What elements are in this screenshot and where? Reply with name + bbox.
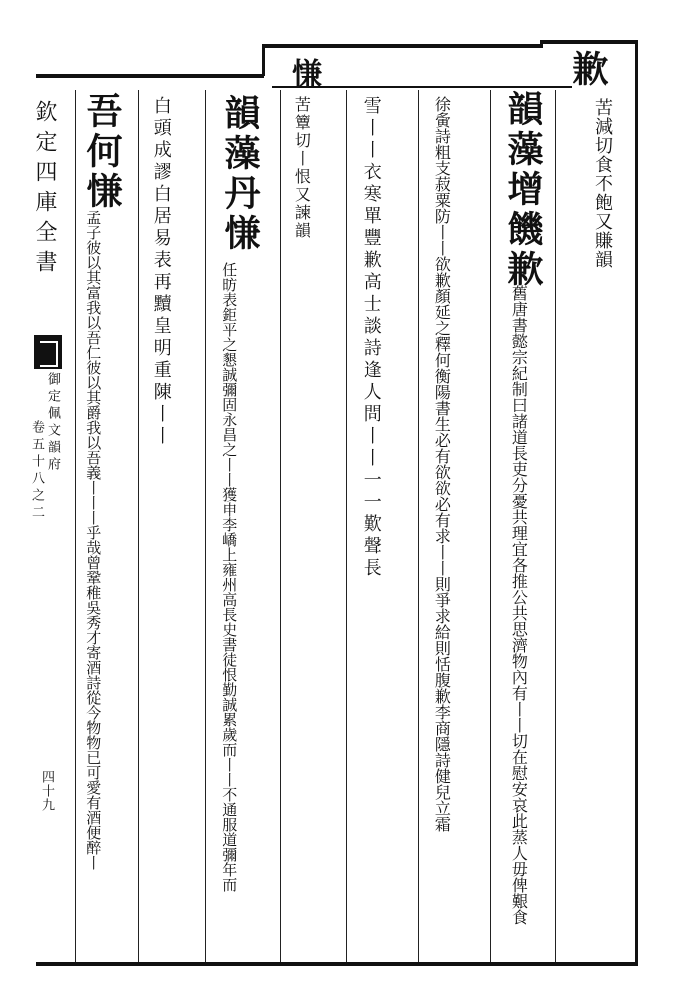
- book-title: 欽定四庫全書: [32, 100, 57, 280]
- page-number: 四十九: [39, 770, 54, 812]
- entry-text: 苦簟切丨恨又諫韻: [292, 96, 312, 240]
- entry-head-char: 慊: [286, 58, 321, 90]
- entry-text: 孟子彼以其富我以吾仁彼以其爵我以吾義丨丨丨乎哉曾鞏稚吳秀才寄酒詩從今物物已可愛有酒便醉丨: [84, 210, 103, 870]
- frame-bottom-border: [36, 962, 638, 966]
- header-rule-mid: [262, 44, 542, 48]
- fishtail-mark-icon: [34, 335, 62, 369]
- entry-text: 舊唐書懿宗紀制曰諸道長吏分憂共理宜各推公共思濟物內有丨丨切在慰安哀此蒸人毋俾艱食: [509, 285, 529, 925]
- header-rule-right: [540, 40, 638, 44]
- entry-text: 苦減切食不飽又賺韻: [592, 98, 613, 269]
- separator: [346, 90, 347, 962]
- separator: [138, 90, 139, 962]
- entry-head-char: 歉: [567, 50, 609, 88]
- separator: [555, 90, 556, 962]
- entry-head-phrase: 韻藻丹慊: [219, 94, 261, 254]
- separator: [490, 90, 491, 962]
- entry-head-phrase: 吾何慊: [81, 92, 123, 212]
- volume-label: 卷五十八之二: [29, 420, 44, 522]
- separator: [205, 90, 206, 962]
- entry-text: 雪丨丨衣寒單豐歉高士談詩逢人問丨丨一一歎聲長: [360, 96, 382, 580]
- entry-text: 任昉表鉅平之懇誠彌固永昌之丨丨獲申李嶠上雍州高長史書徒恨勤誠累歲而丨丨不通服道彌年而: [220, 262, 239, 892]
- header-rule-left: [36, 74, 264, 78]
- entry-text: 白頭成謬白居易表再黷皇明重陳丨丨: [150, 96, 172, 448]
- entry-head-phrase: 韻藻增饑歉: [502, 90, 544, 290]
- frame-right-border: [635, 40, 638, 965]
- header-step-right: [540, 40, 543, 48]
- sub-title: 御定佩文韻府: [45, 372, 60, 474]
- entry-text: 徐夤詩粗支菽粟防丨丨欲歉顏延之釋何衡陽書生必有欲欲必有求丨丨則爭求給則恬腹歉李商隱詩健兒立霜: [432, 96, 452, 832]
- separator: [418, 90, 419, 962]
- separator: [75, 90, 76, 962]
- header-step-left: [262, 44, 265, 76]
- separator: [280, 90, 281, 962]
